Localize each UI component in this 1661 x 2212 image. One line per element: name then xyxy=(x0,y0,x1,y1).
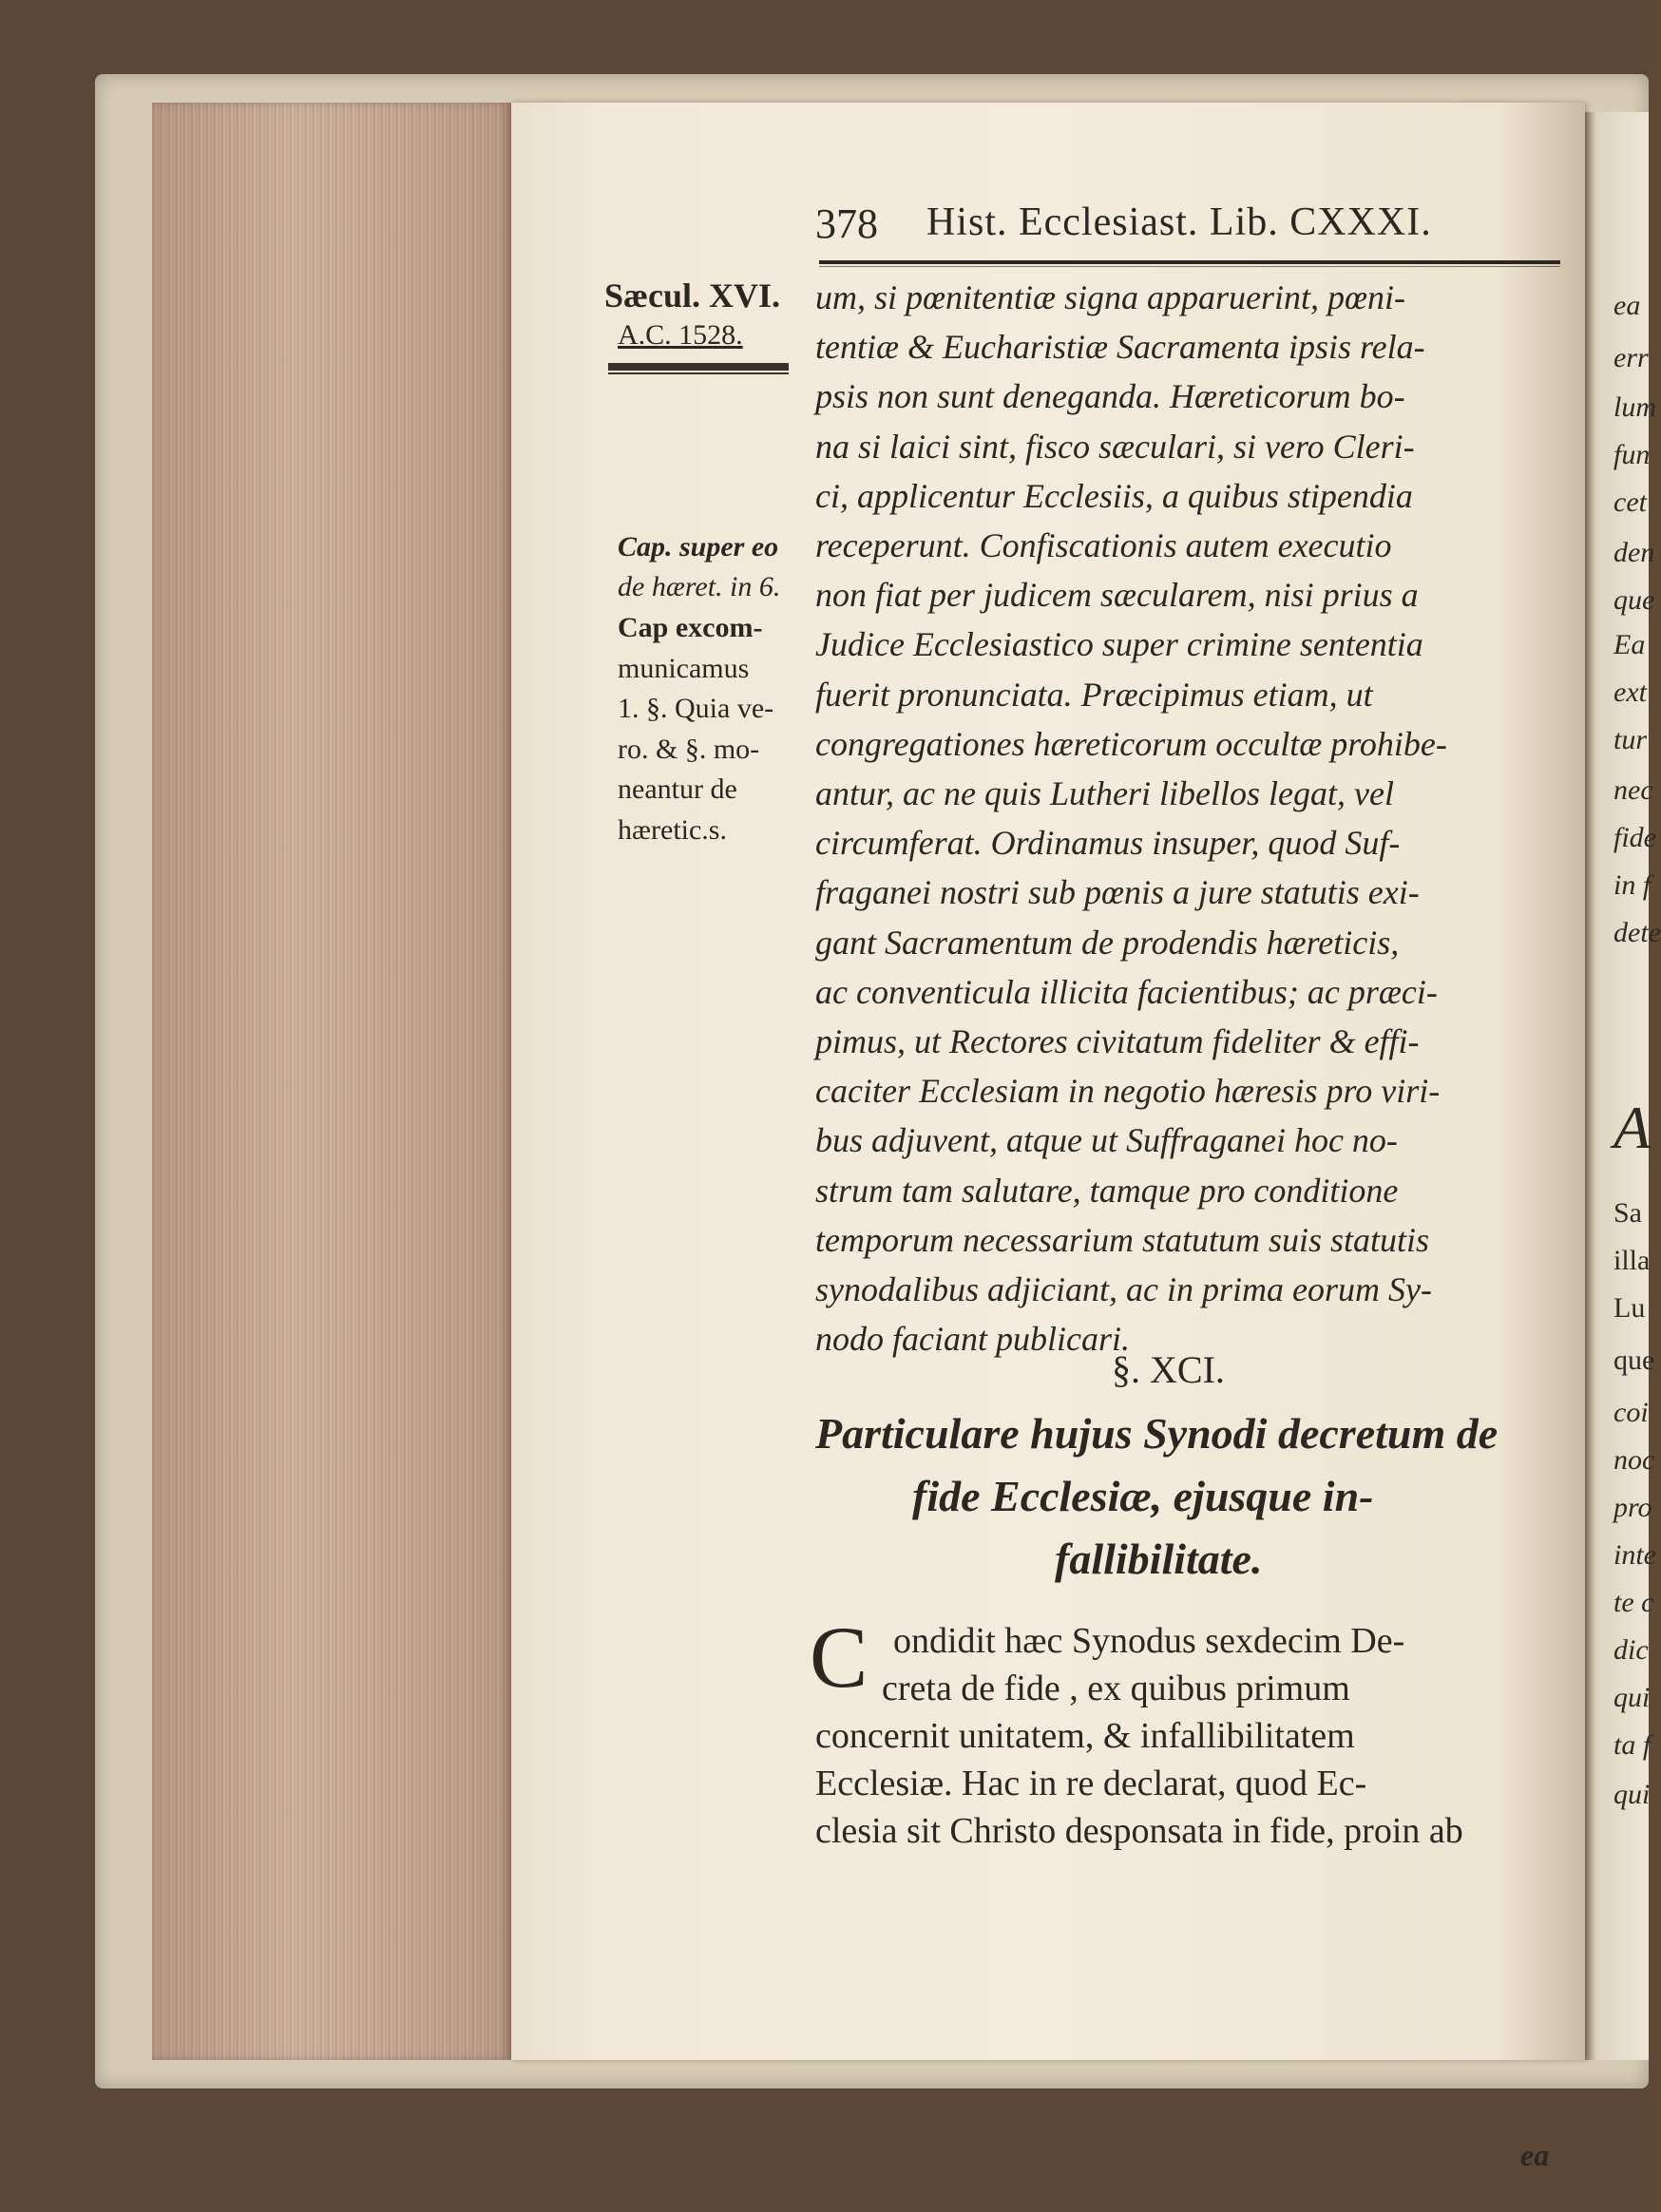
section-title-line: fide Ecclesiæ, ejusque in- xyxy=(912,1472,1374,1520)
margin-century: Sæcul. XVI. xyxy=(604,276,781,315)
margin-note-line: de hæret. in 6. xyxy=(618,571,781,602)
margin-note-line: municamus xyxy=(618,653,750,684)
body-line: ac conventicula illicita facientibus; ac præci- xyxy=(815,973,1438,1011)
next-page-fragment: dete xyxy=(1613,917,1661,948)
next-page-fragment: err xyxy=(1613,342,1649,373)
margin-year: A.C. 1528. xyxy=(618,319,743,351)
next-page-fragment: Lu xyxy=(1613,1292,1646,1324)
body-line: strum tam salutare, tamque pro conditione xyxy=(815,1172,1399,1210)
next-page-fragment: tur xyxy=(1613,724,1648,755)
next-page-fragment: inte xyxy=(1613,1539,1656,1571)
drop-cap: C xyxy=(810,1609,869,1706)
body-line: synodalibus adjiciant, ac in prima eorum Sy- xyxy=(815,1270,1432,1308)
next-page-fragment: pro xyxy=(1613,1492,1652,1523)
body-line: pimus, ut Rectores civitatum fideliter & effi- xyxy=(815,1022,1420,1060)
margin-note-line: hæretic.s. xyxy=(618,814,727,846)
next-page-fragment: fun xyxy=(1613,439,1651,470)
next-page-fragment: que xyxy=(1613,584,1655,616)
next-page-fragment: dic xyxy=(1613,1634,1649,1666)
body-line: non fiat per judicem sæcularem, nisi prius a xyxy=(815,576,1419,614)
body-line: tentiæ & Eucharistiæ Sacramenta ipsis rela- xyxy=(815,328,1425,366)
next-page-fragment: den xyxy=(1613,537,1655,568)
body-line: psis non sunt deneganda. Hæreticorum bo- xyxy=(815,377,1405,415)
body-line: fraganei nostri sub pœnis a jure statutis exi- xyxy=(815,873,1420,911)
next-page-fragment: in f xyxy=(1613,869,1651,901)
body-line: Judice Ecclesiastico super crimine sententia xyxy=(815,625,1423,663)
next-page-fragment: Ea xyxy=(1613,629,1646,660)
next-page-fragment: nec xyxy=(1613,774,1653,806)
running-title: Hist. Ecclesiast. Lib. CXXXI. xyxy=(926,200,1432,244)
body-line: receperunt. Confiscationis autem executio xyxy=(815,526,1392,564)
next-page-fragment: fide xyxy=(1613,822,1656,853)
body-line: circumferat. Ordinamus insuper, quod Suf- xyxy=(815,824,1401,862)
paragraph-line: creta de fide , ex quibus primum xyxy=(882,1669,1350,1708)
next-page-fragment: que xyxy=(1613,1344,1655,1376)
body-line: nodo faciant publicari. xyxy=(815,1320,1130,1358)
next-page-fragment: illa xyxy=(1613,1245,1651,1276)
body-line: congregationes hæreticorum occultæ prohibe- xyxy=(815,725,1447,763)
next-page-fragment: cet xyxy=(1613,486,1647,518)
header-rule-thin xyxy=(819,266,1560,267)
next-page-fragment: qui xyxy=(1613,1779,1651,1810)
paragraph-line: clesia sit Christo desponsata in fide, proin ab xyxy=(815,1811,1463,1851)
next-page-fragment: ext xyxy=(1613,677,1647,708)
margin-bar xyxy=(608,363,789,371)
paragraph-line: ondidit hæc Synodus sexdecim De- xyxy=(893,1621,1405,1661)
body-line: antur, ac ne quis Lutheri libellos legat, vel xyxy=(815,774,1394,812)
header-rule xyxy=(819,260,1560,264)
paragraph-line: Ecclesiæ. Hac in re declarat, quod Ec- xyxy=(815,1764,1367,1803)
margin-note-line: neantur de xyxy=(618,773,737,805)
next-page-fragment: te c xyxy=(1613,1587,1654,1618)
margin-bar-thin xyxy=(608,372,789,374)
section-title-line: fallibilitate. xyxy=(1055,1535,1263,1583)
margin-note-line: ro. & §. mo- xyxy=(618,734,760,765)
next-page-fragment: lum xyxy=(1613,391,1656,423)
next-page-fragment: A xyxy=(1613,1094,1651,1161)
page-number: 378 xyxy=(815,200,878,247)
body-line: na si laici sint, fisco sæculari, si vero Cleri- xyxy=(815,428,1415,466)
next-page-fragment: ta f xyxy=(1613,1729,1651,1761)
next-page-fragment: coi xyxy=(1613,1397,1649,1428)
margin-note-line: 1. §. Quia ve- xyxy=(618,693,774,724)
margin-note-line: Cap. super eo xyxy=(618,531,779,563)
paragraph-line: concernit unitatem, & infallibilitatem xyxy=(815,1716,1355,1756)
next-page-fragment: Sa xyxy=(1613,1197,1642,1229)
next-page-fragment: qui xyxy=(1613,1682,1651,1713)
body-line: fuerit pronunciata. Præcipimus etiam, ut xyxy=(815,676,1373,714)
next-page-fragment: noc xyxy=(1613,1444,1655,1476)
margin-note-line: Cap excom- xyxy=(618,612,763,643)
body-line: temporum necessarium statutum suis statutis xyxy=(815,1221,1430,1259)
page-edges-shade xyxy=(152,103,511,2060)
catchword: ea xyxy=(1520,2138,1550,2172)
body-line: caciter Ecclesiam in negotio hæresis pro viri- xyxy=(815,1072,1441,1110)
section-number: §. XCI. xyxy=(1112,1348,1225,1391)
body-line: um, si pœnitentiæ signa apparuerint, pœni- xyxy=(815,278,1406,316)
body-line: bus adjuvent, atque ut Suffraganei hoc no- xyxy=(815,1121,1398,1159)
next-page-fragment: ea xyxy=(1613,290,1641,321)
section-title-line: Particulare hujus Synodi decretum de xyxy=(815,1409,1499,1458)
body-line: ci, applicentur Ecclesiis, a quibus stipendia xyxy=(815,477,1413,515)
body-line: gant Sacramentum de prodendis hæreticis, xyxy=(815,924,1400,962)
